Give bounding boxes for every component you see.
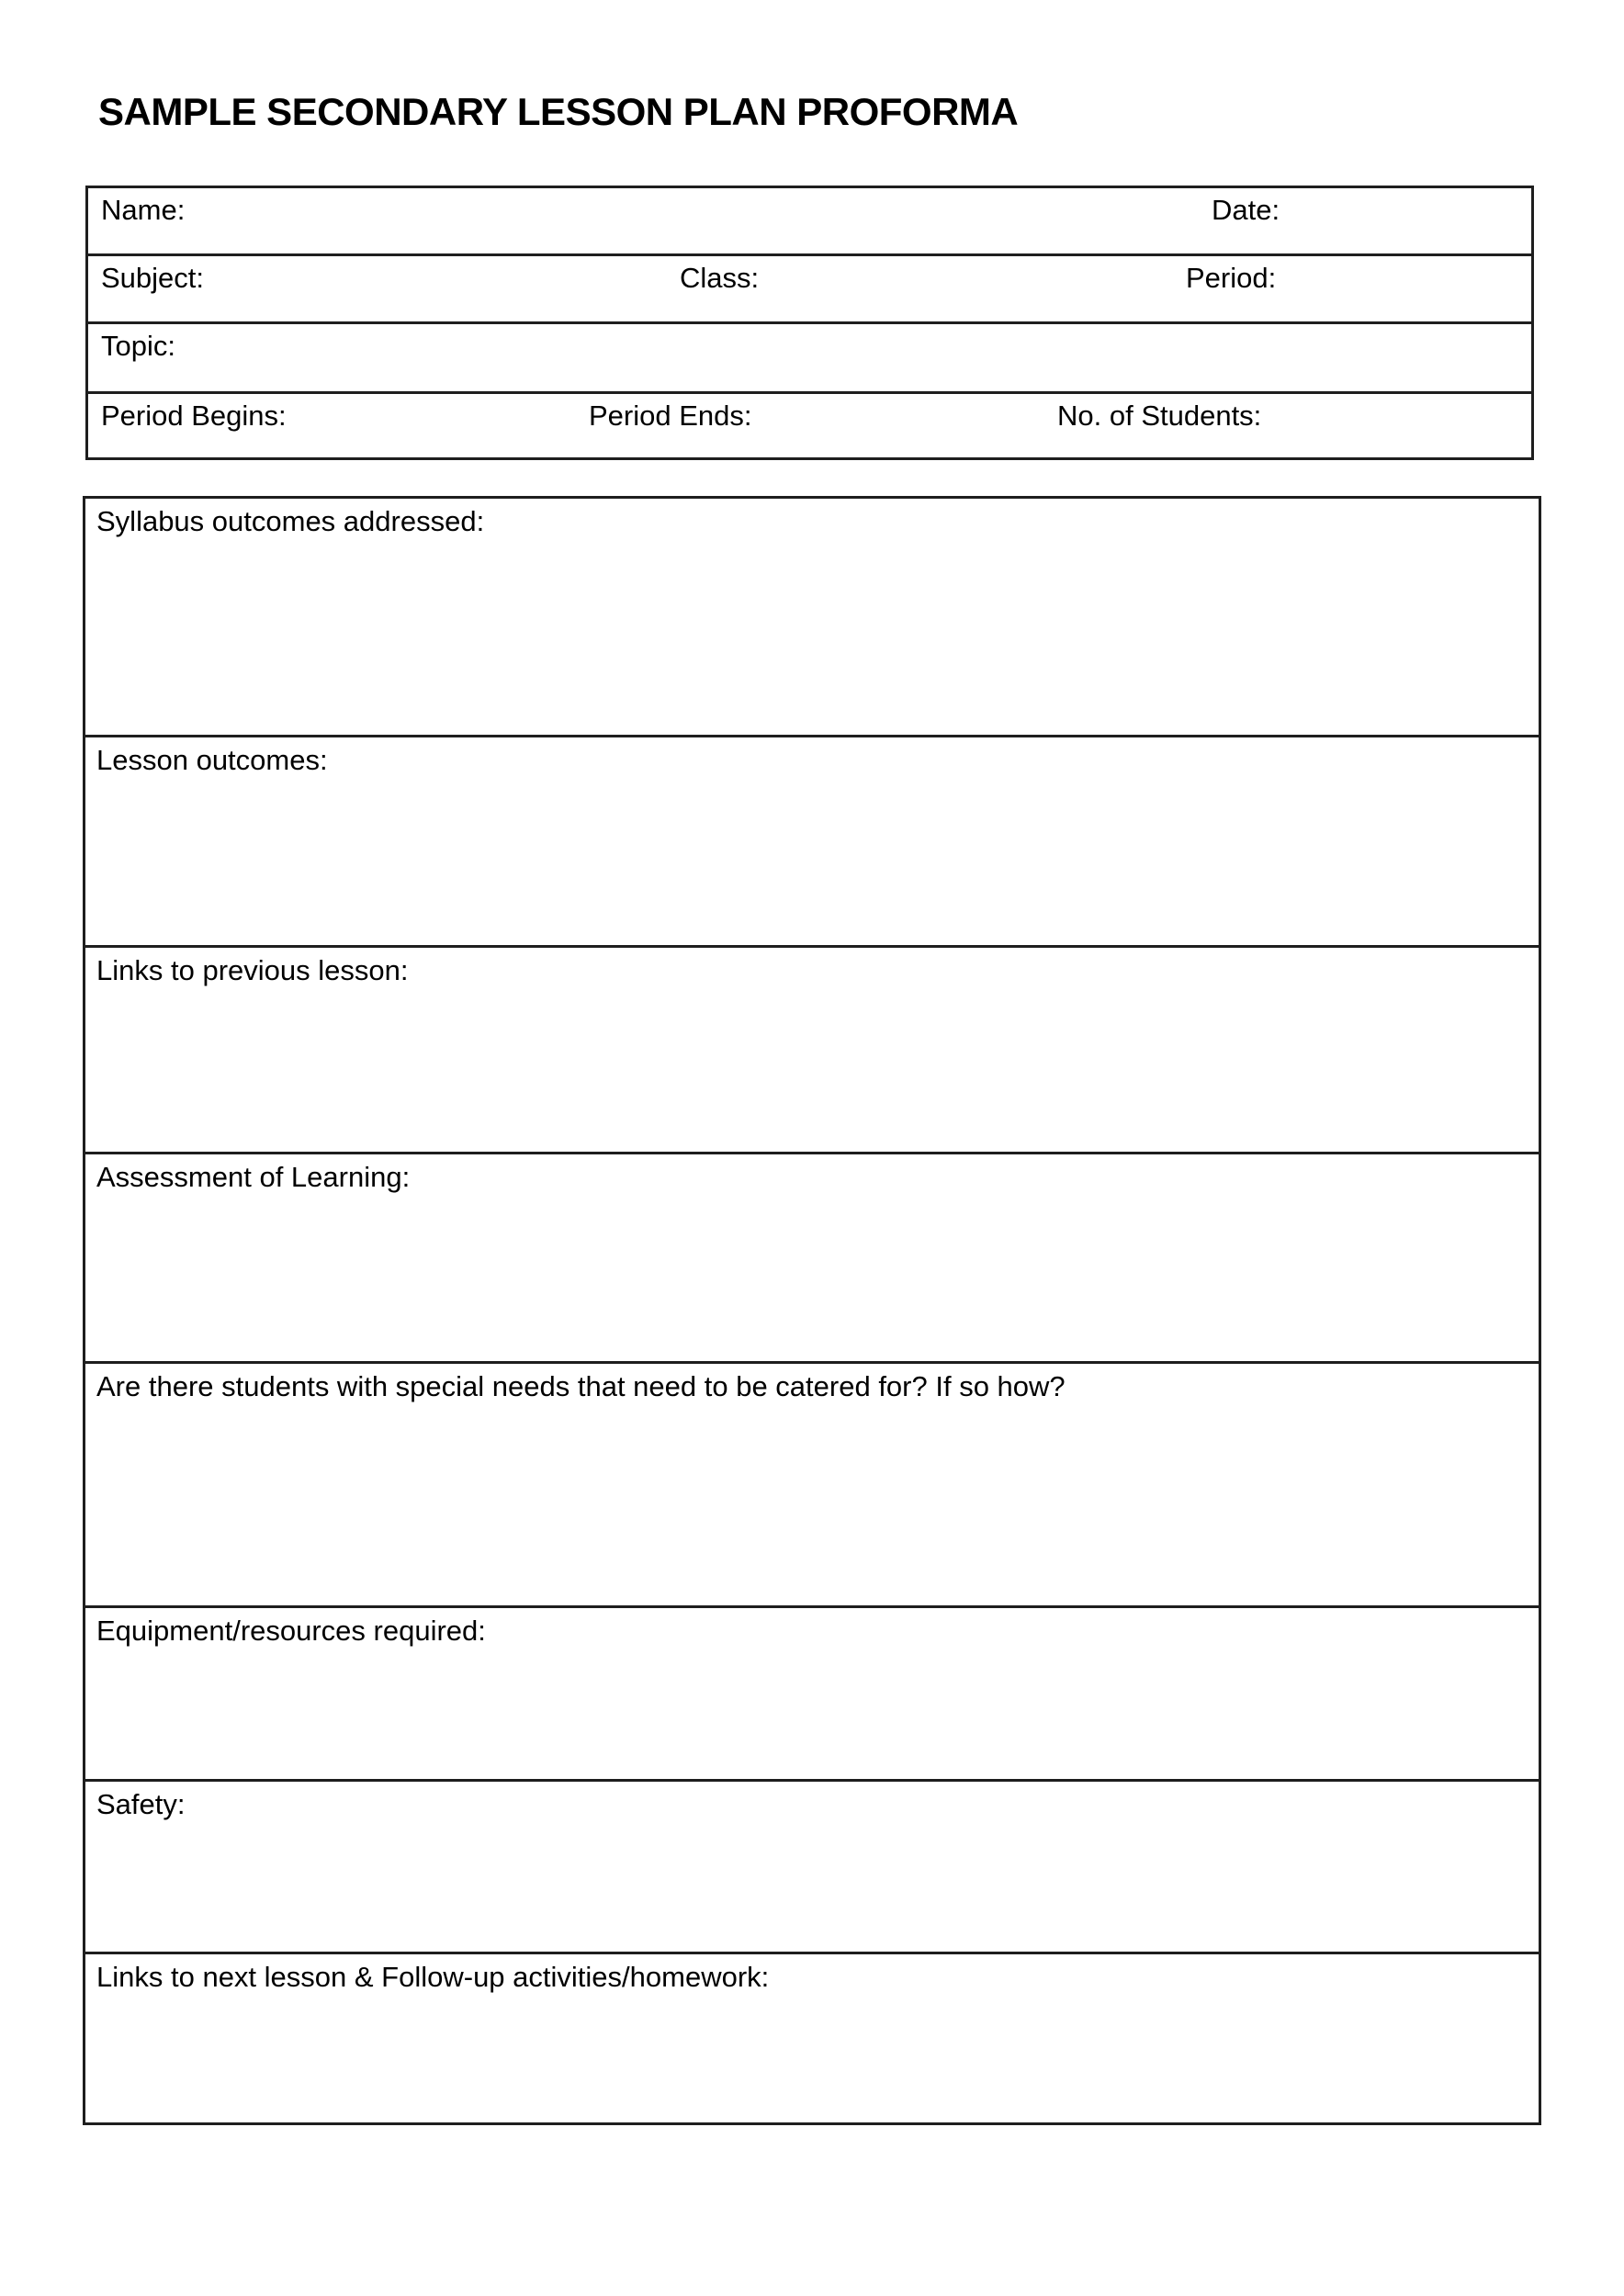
lesson-outcomes-field[interactable]	[91, 785, 1533, 940]
equipment-resources-label: Equipment/resources required:	[96, 1615, 486, 1647]
section-row-syllabus-outcomes	[85, 499, 1539, 735]
equipment-resources-field[interactable]	[91, 1656, 1533, 1773]
special-needs-label: Are there students with special needs that need to be catered for? If so how?	[96, 1370, 1066, 1402]
class-field[interactable]	[773, 260, 1172, 317]
links-next-lesson-label: Links to next lesson & Follow-up activities/homework:	[96, 1961, 770, 1993]
period-ends-field[interactable]	[754, 398, 1048, 455]
header-row-name-date	[88, 188, 1531, 253]
subject-label: Subject:	[101, 262, 205, 294]
header-row-subject-class-period	[88, 253, 1531, 321]
students-field[interactable]	[1273, 398, 1524, 455]
header-info-table	[85, 186, 1534, 460]
name-field[interactable]	[198, 192, 1200, 249]
name-label: Name:	[101, 194, 186, 226]
lesson-outcomes-label: Lesson outcomes:	[96, 744, 328, 776]
links-next-lesson-field[interactable]	[91, 2002, 1533, 2117]
topic-label: Topic:	[101, 330, 175, 362]
header-row-topic	[88, 321, 1531, 391]
class-label: Class:	[680, 262, 760, 294]
section-row-equipment-resources	[85, 1605, 1539, 1779]
page-title: SAMPLE SECONDARY LESSON PLAN PROFORMA	[98, 90, 1019, 133]
date-field[interactable]	[1299, 192, 1524, 249]
period-begins-field[interactable]	[286, 398, 580, 455]
section-row-links-next-lesson	[85, 1952, 1539, 2122]
special-needs-field[interactable]	[91, 1412, 1533, 1600]
assessment-of-learning-field[interactable]	[91, 1202, 1533, 1356]
section-row-links-previous-lesson	[85, 945, 1539, 1152]
lesson-plan-sections-table	[83, 496, 1541, 2125]
header-row-period-times	[88, 391, 1531, 457]
period-begins-label: Period Begins:	[101, 400, 287, 432]
subject-field[interactable]	[212, 260, 667, 317]
section-row-special-needs	[85, 1361, 1539, 1605]
students-label: No. of Students:	[1057, 400, 1262, 432]
topic-field[interactable]	[189, 328, 1524, 385]
period-field[interactable]	[1291, 260, 1524, 317]
period-label: Period:	[1186, 262, 1277, 294]
safety-label: Safety:	[96, 1788, 186, 1820]
links-previous-lesson-field[interactable]	[91, 996, 1533, 1146]
date-label: Date:	[1212, 194, 1280, 226]
period-ends-label: Period Ends:	[589, 400, 752, 432]
section-row-assessment-of-learning	[85, 1152, 1539, 1361]
section-row-lesson-outcomes	[85, 735, 1539, 945]
links-previous-lesson-label: Links to previous lesson:	[96, 954, 409, 986]
syllabus-outcomes-field[interactable]	[91, 546, 1533, 729]
section-row-safety	[85, 1779, 1539, 1952]
safety-field[interactable]	[91, 1829, 1533, 1946]
syllabus-outcomes-label: Syllabus outcomes addressed:	[96, 505, 485, 537]
assessment-of-learning-label: Assessment of Learning:	[96, 1161, 411, 1193]
